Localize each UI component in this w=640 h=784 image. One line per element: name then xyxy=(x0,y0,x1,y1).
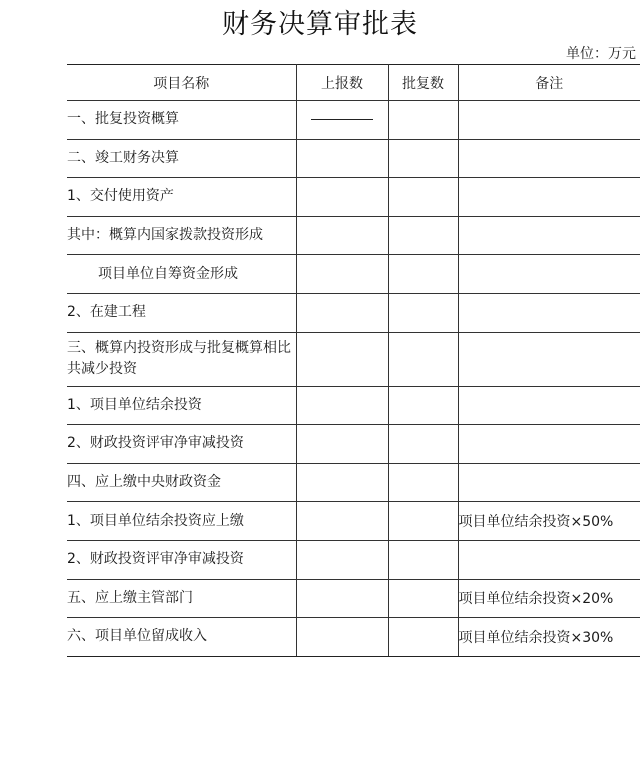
table-header-row xyxy=(67,65,640,101)
row-note xyxy=(458,139,640,178)
row-reported xyxy=(296,579,388,618)
approval-table xyxy=(67,64,640,657)
row-reported xyxy=(296,178,388,217)
row-approved xyxy=(388,618,458,657)
row-name: 1、项目单位结余投资 xyxy=(67,386,296,425)
table-row xyxy=(67,502,640,541)
table-row xyxy=(67,101,640,140)
row-note xyxy=(458,255,640,294)
row-name: 四、应上缴中央财政资金 xyxy=(67,463,296,502)
row-name: 一、批复投资概算 xyxy=(67,101,296,140)
row-reported xyxy=(296,386,388,425)
table-row xyxy=(67,579,640,618)
row-reported xyxy=(296,101,388,140)
row-note xyxy=(458,101,640,140)
row-note xyxy=(458,293,640,332)
table-row xyxy=(67,386,640,425)
row-reported xyxy=(296,255,388,294)
row-reported xyxy=(296,502,388,541)
row-approved xyxy=(388,502,458,541)
row-name: 2、在建工程 xyxy=(67,293,296,332)
row-reported xyxy=(296,139,388,178)
header-approved: 批复数 xyxy=(388,65,458,101)
row-reported xyxy=(296,293,388,332)
row-note xyxy=(458,463,640,502)
row-note xyxy=(458,178,640,217)
header-note: 备注 xyxy=(458,65,640,101)
row-name: 项目单位自筹资金形成 xyxy=(67,255,296,294)
row-reported xyxy=(296,332,388,386)
row-name: 1、交付使用资产 xyxy=(67,178,296,217)
row-reported xyxy=(296,463,388,502)
row-name: 2、财政投资评审净审减投资 xyxy=(67,425,296,464)
header-name: 项目名称 xyxy=(67,65,296,101)
header-reported: 上报数 xyxy=(296,65,388,101)
row-note xyxy=(458,386,640,425)
row-note: 项目单位结余投资×50% xyxy=(458,502,640,541)
row-name: 五、应上缴主管部门 xyxy=(67,579,296,618)
row-name: 1、项目单位结余投资应上缴 xyxy=(67,502,296,541)
table-row xyxy=(67,618,640,657)
table-row xyxy=(67,293,640,332)
row-approved xyxy=(388,216,458,255)
row-approved xyxy=(388,255,458,294)
row-name: 其中：概算内国家拨款投资形成 xyxy=(67,216,296,255)
table-row xyxy=(67,540,640,579)
row-reported xyxy=(296,540,388,579)
row-note xyxy=(458,425,640,464)
row-reported xyxy=(296,618,388,657)
row-reported xyxy=(296,425,388,464)
row-approved xyxy=(388,139,458,178)
row-name: 2、财政投资评审净审减投资 xyxy=(67,540,296,579)
row-name: 六、项目单位留成收入 xyxy=(67,618,296,657)
page-title: 财务决算审批表 xyxy=(222,9,418,40)
table-row xyxy=(67,255,640,294)
row-reported xyxy=(296,216,388,255)
table-row xyxy=(67,463,640,502)
row-approved xyxy=(388,178,458,217)
unit-label: 单位：万元 xyxy=(566,46,636,62)
row-name: 三、概算内投资形成与批复概算相比共减少投资 xyxy=(67,332,296,386)
table-row xyxy=(67,216,640,255)
row-approved xyxy=(388,540,458,579)
row-note xyxy=(458,332,640,386)
row-note: 项目单位结余投资×30% xyxy=(458,618,640,657)
table-row xyxy=(67,139,640,178)
row-approved xyxy=(388,101,458,140)
row-approved xyxy=(388,425,458,464)
dash-line xyxy=(311,119,373,120)
row-approved xyxy=(388,293,458,332)
row-note xyxy=(458,216,640,255)
table-row xyxy=(67,425,640,464)
row-approved xyxy=(388,579,458,618)
row-note xyxy=(458,540,640,579)
table-row xyxy=(67,178,640,217)
row-approved xyxy=(388,386,458,425)
row-name: 二、竣工财务决算 xyxy=(67,139,296,178)
row-approved xyxy=(388,463,458,502)
row-note: 项目单位结余投资×20% xyxy=(458,579,640,618)
row-approved xyxy=(388,332,458,386)
table-row xyxy=(67,332,640,386)
